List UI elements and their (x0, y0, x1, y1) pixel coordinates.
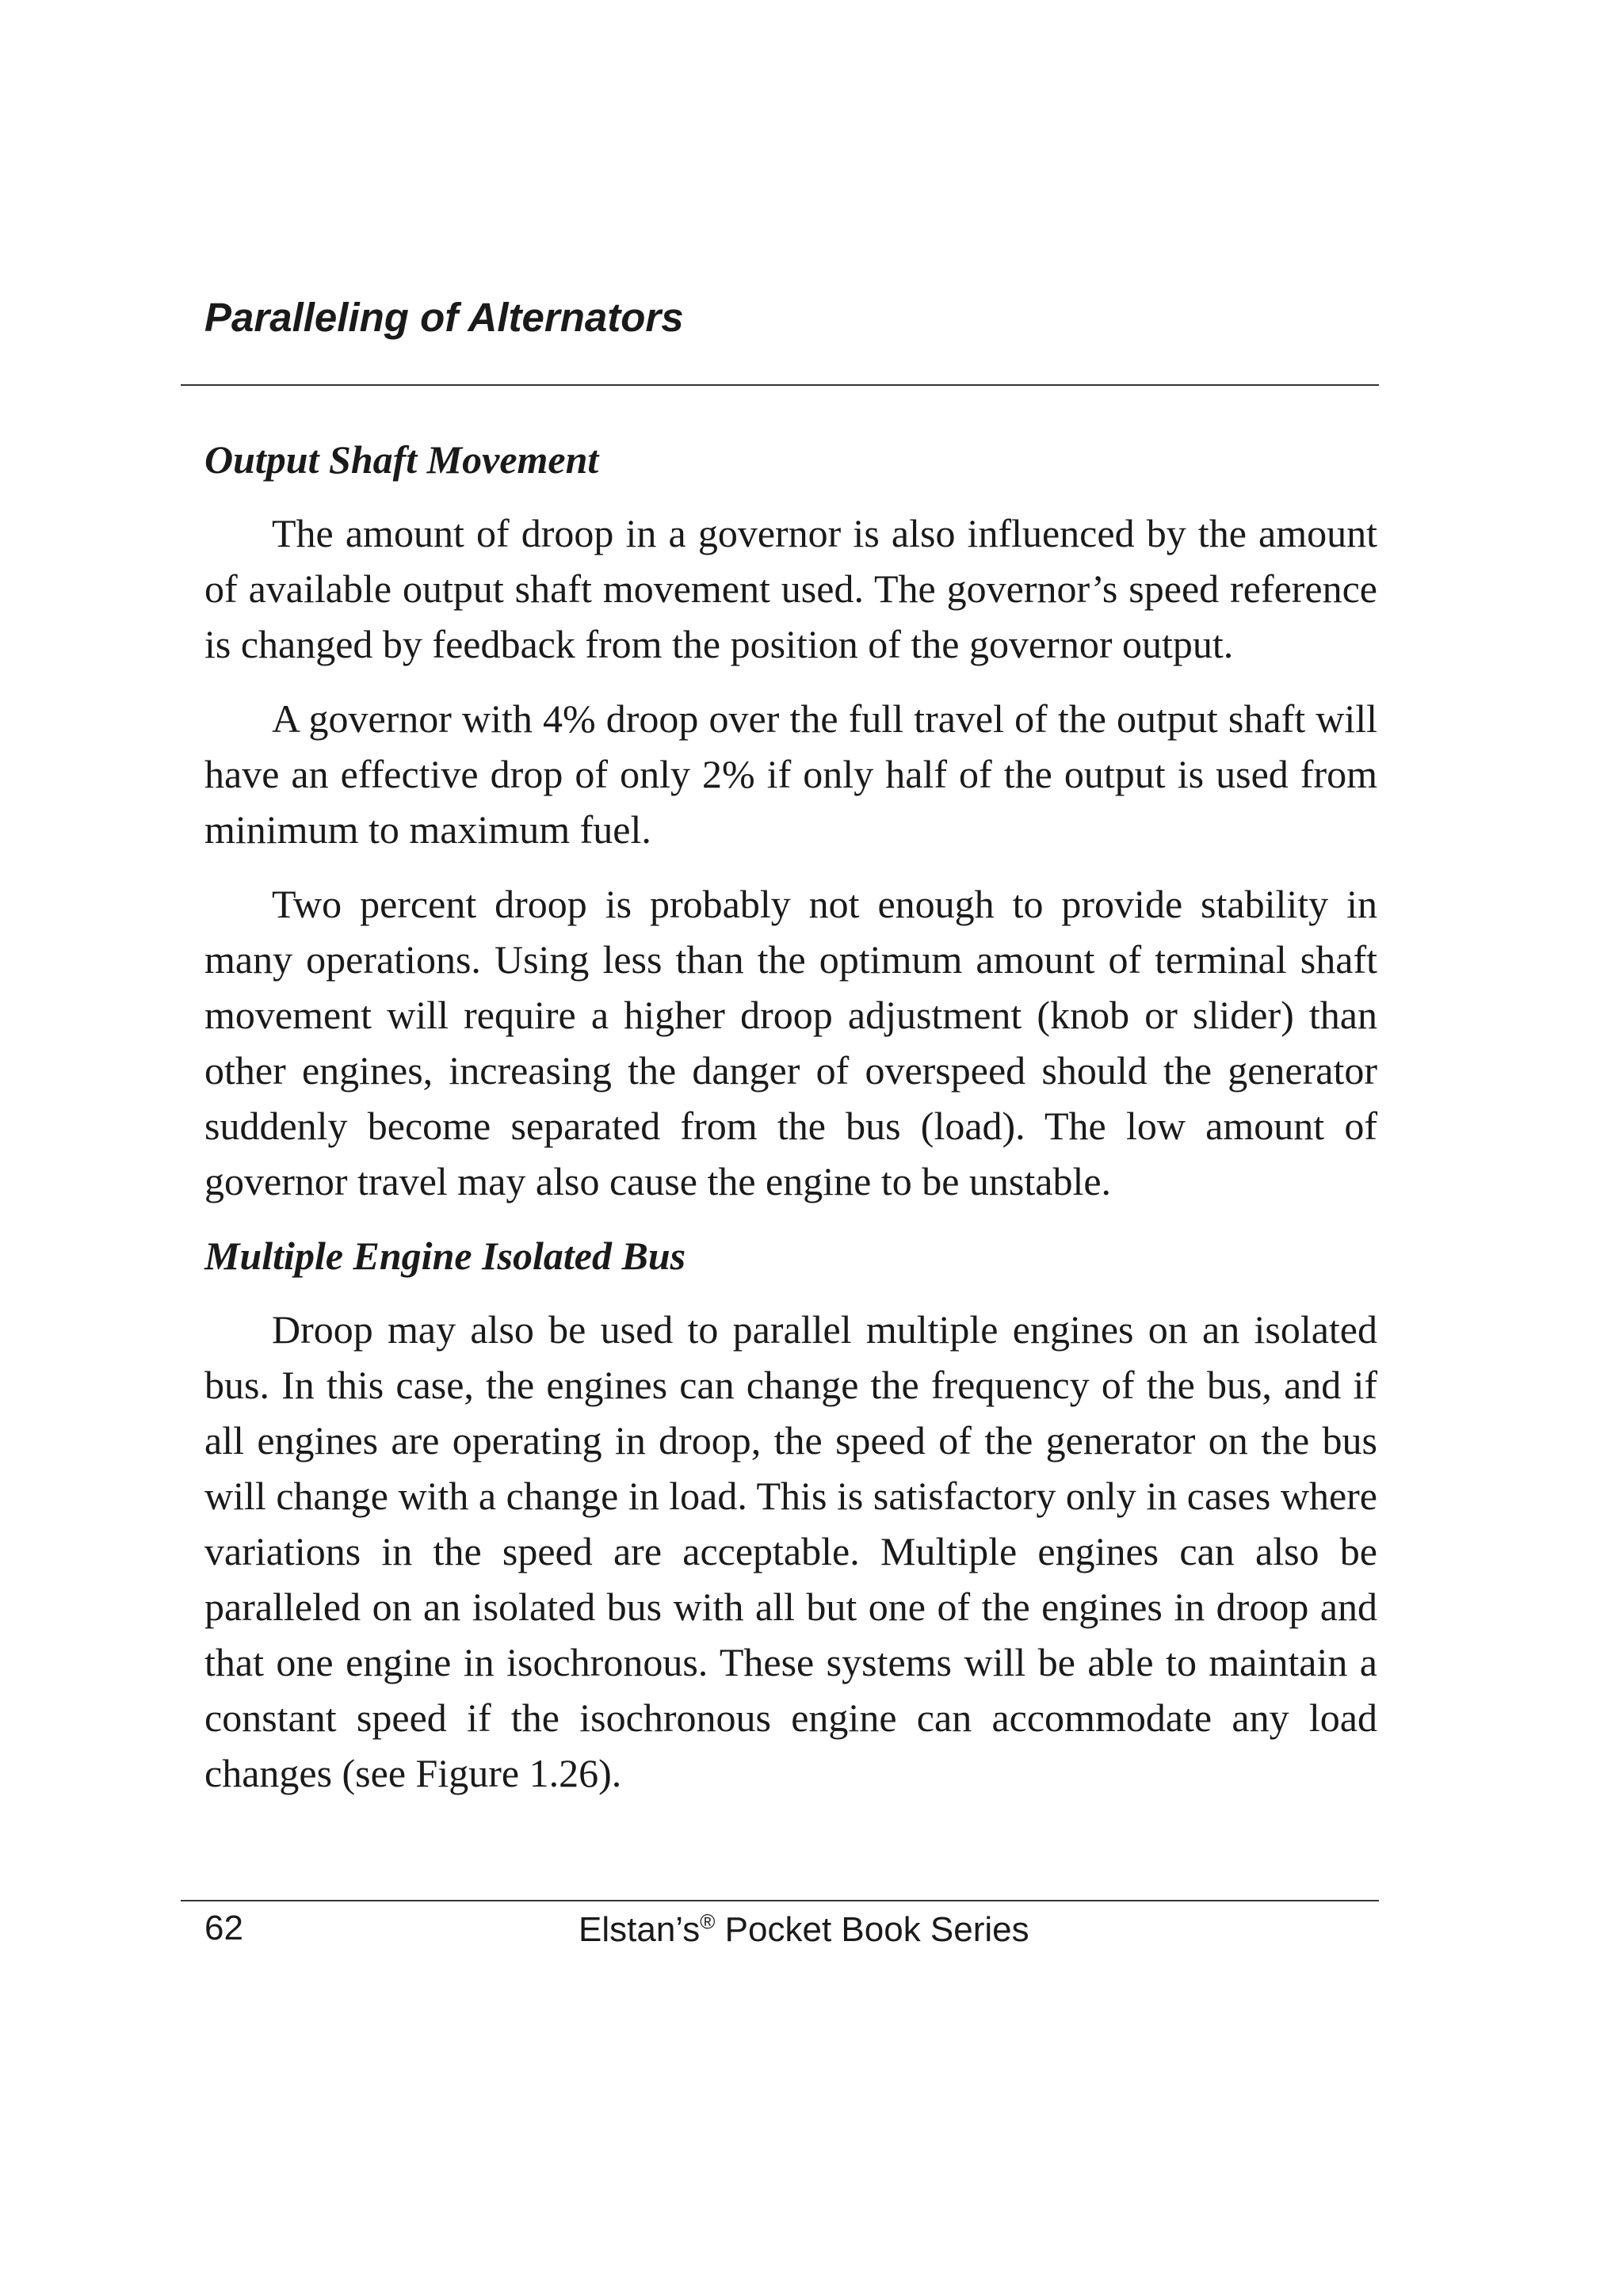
series-suffix: Pocket Book Series (715, 1910, 1029, 1949)
page-number: 62 (204, 1909, 243, 1947)
series-name: Elstan’s (579, 1910, 701, 1949)
series-title (579, 1909, 1029, 1951)
footer-rule (181, 1900, 1379, 1901)
page-body (204, 432, 1377, 1820)
paragraph: Two percent droop is probably not enough to provide stability in many operations. Using less than the optimum amount of terminal shaft movement will require a higher droop adjustment (knob or slider) than other engines, increasing the danger of overspeed should the generator suddenly become separated from the bus (load). The low amount of governor travel may also cause the engine to be unstable. (204, 882, 1377, 1203)
registered-mark: ® (700, 1909, 716, 1934)
section-heading-output-shaft-movement: Output Shaft Movement (204, 437, 599, 482)
section-heading-multiple-engine-isolated-bus: Multiple Engine Isolated Bus (204, 1234, 686, 1278)
paragraph: The amount of droop in a governor is also influenced by the amount of available output shaft movement used. The governor’s speed reference is changed by feedback from the position of the governor output. (204, 511, 1377, 666)
paragraph: A governor with 4% droop over the full travel of the output shaft will have an effective drop of only 2% if only half of the output is used from minimum to maximum fuel. (204, 696, 1377, 852)
header-rule (181, 384, 1379, 386)
paragraph: Droop may also be used to parallel multiple engines on an isolated bus. In this case, the engines can change the frequency of the bus, and if all engines are operating in droop, the speed of the generator on the bus will change with a change in load. This is satisfactory only in cases where variations in the speed are acceptable. Multiple engines can also be paralleled on an isolated bus with all but one of the engines in droop and that one engine in isochronous. These systems will be able to maintain a constant speed if the isochronous engine can accommodate any load changes (see Figure 1.26). (204, 1307, 1377, 1795)
running-head-title: Paralleling of Alternators (204, 295, 684, 340)
